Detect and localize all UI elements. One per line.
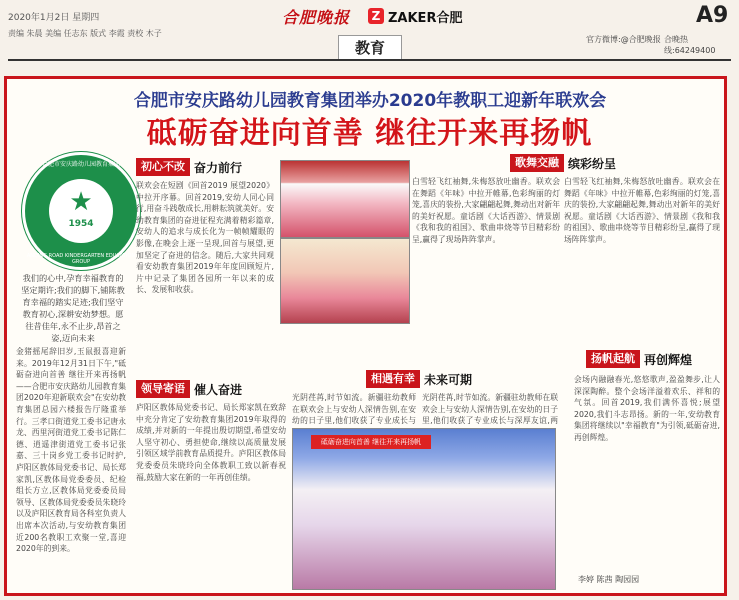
photo-stage-group: [292, 428, 556, 590]
intro-quote: 我们的心中,孕育幸福教育的坚定期许;我们的脚下,铺陈教育幸福的踏实足迹;我们坚守教育初心,深耕安幼梦想。愿往昔佳年,永不止步,昂首之姿,迈向未来: [21, 273, 125, 343]
stage-banner: 砥砺奋进向首善 继往开来再扬帆: [311, 435, 431, 449]
section-body-5: 会场内融融春光,悠悠歌声,盈盈舞步,让人深深陶醉。整个会场洋溢着欢乐、祥和的气氛。回首2019,我们满怀喜悦;展望2020,我们斗志昂扬。新的一年,安幼教育集团将继续以"幸福教育"为引领,砥砺奋进,再创辉煌。: [574, 375, 720, 442]
section-body-4b: 光阴荏苒,时节如流。新疆驻幼教师在联欢会上与安幼人深情告别,在安幼的日子里,他们收获了专业成长与深厚友谊,两: [422, 393, 558, 426]
zaker-icon: Z: [368, 8, 384, 24]
section-body-4a: 光阴荏苒,时节如流。新疆驻幼教师在联欢会上与安幼人深情告别,在安幼的日子里,他们收获了专业成长与: [292, 393, 416, 426]
logo-inner: [49, 179, 113, 243]
page-number: A9: [696, 3, 729, 28]
logo-year: 1954: [68, 219, 94, 229]
section-heading-4: [366, 370, 472, 388]
section-heading-3: [510, 154, 616, 172]
section-body-1: 联欢会在短剧《回首2019 展望2020》中拉开序幕。回首2019,安幼人同心同行,用奋斗践敬成长,用耕耘筑就美好。安幼教育集团的奋进征程充满着精彩篇章,安幼人的追求与成长化为一帧帧耀眼的影像,在晚会上逐一呈现,回首与展望,更加坚定了奋进的信念。随后,大家共同观看安幼教育集团2019年年度回顾短片,片中记录了集团各园所一年以来的成长、发展和收获。: [136, 181, 274, 295]
section-title: 奋力前行: [194, 160, 243, 175]
section-tag: 歌舞交融: [510, 154, 564, 172]
section-title: 教育: [338, 35, 402, 60]
article-subheadline: 合肥市安庆路幼儿园教育集团举办2020年教职工迎新年联欢会: [133, 91, 607, 111]
section-heading-2: [136, 380, 242, 398]
header-divider: [8, 59, 731, 61]
lead-paragraph: 金猪摇尾辞旧岁,玉鼠报喜迎新来。2019年12月31日下午,"砥砺奋进向首善 继往开来再扬帆——合肥市安庆路幼儿园教育集团2020年迎新联欢会"在安幼教育集团总园六楼报告厅隆重举行。三孝口街道党工委书记唐永龙、西里河街道党工委书记陈仁德、逍遥津街道党工委书记张嘉、三十岗乡党工委书记时护,庐阳区教体局党委书记、局长郑家凯,区教体局党委委员、纪检组长方立,区教体局党委委员局领导、区教体局党委委员朱晓玲以及庐阳区教育局各科室负责人出席本次活动,与安幼教育集团近200名教职工欢聚一堂,喜迎2020年的到来。: [16, 347, 126, 554]
section-title: 再创辉煌: [644, 352, 693, 367]
logo-ring-text: 合肥市安庆路幼儿园教育集团: [41, 161, 120, 168]
section-body-2: 庐阳区教体局党委书记、局长郑家凯在致辞中充分肯定了安幼教育集团2019年取得的成绩,并对新的一年提出殷切期望,希望安幼人坚守初心、勇担使命,继续以高质量发展引领区域学前教育品质提升。庐阳区教体局党委委员朱晓玲向全体教职工致以新春祝福,鼓励大家在新的一年再创佳绩。: [136, 403, 286, 482]
section-heading-5: [586, 350, 692, 368]
section-tag: 相遇有幸: [366, 370, 420, 388]
masthead-logo: 合肥晚报: [282, 8, 351, 27]
logo-ring-text-english: ANQING ROAD KINDERGARTEN EDUCATION GROUP: [26, 253, 136, 265]
kindergarten-logo: [22, 152, 140, 270]
editor-credits: 责编 朱晨 美编 任志东 版式 李霞 责校 木子: [8, 29, 162, 38]
hotline: 合晚热线:64249400: [664, 35, 716, 55]
section-tag: 初心不改: [136, 158, 190, 176]
section-title: 催人奋进: [194, 382, 243, 397]
issue-date: 2020年1月2日 星期四: [8, 13, 100, 23]
photo-performance: [280, 238, 410, 324]
section-title: 未来可期: [424, 372, 473, 387]
section-body-3b: 白雪轻飞红袖舞,朱梅怒放吐幽香。联欢会在舞蹈《年味》中拉开帷幕,色彩绚丽的灯笼,喜庆的装扮,大家翩翩起舞,舞动出对新年的美好祝愿。童话剧《大话西游》、情景剧《我和我的祖国》、歌曲串烧等节目精彩纷呈,赢得了现场阵阵掌声。: [564, 177, 720, 244]
zaker-label: ZAKER合肥: [388, 11, 463, 26]
section-heading-1: [136, 158, 242, 176]
photo-audience: [280, 160, 410, 238]
article-headline: 砥砺奋进向首善 继往开来再扬帆: [146, 116, 593, 151]
weibo-handle: 官方微博:@合肥晚报: [586, 35, 661, 44]
section-tag: 扬帆起航: [586, 350, 640, 368]
section-title: 缤彩纷呈: [568, 156, 617, 171]
star-icon: ★: [69, 187, 93, 217]
section-tag: 领导寄语: [136, 380, 190, 398]
section-body-3a: 白雪轻飞红袖舞,朱梅怒放吐幽香。联欢会在舞蹈《年味》中拉开帷幕,色彩绚丽的灯笼,喜庆的装扮,大家翩翩起舞,舞动出对新年的美好祝愿。童话剧《大话西游》、情景剧《我和我的祖国》、歌曲串烧等节目精彩纷呈,赢得了现场阵阵掌声。: [412, 177, 560, 244]
byline: 李婷 陈茜 陶园园: [578, 575, 640, 584]
